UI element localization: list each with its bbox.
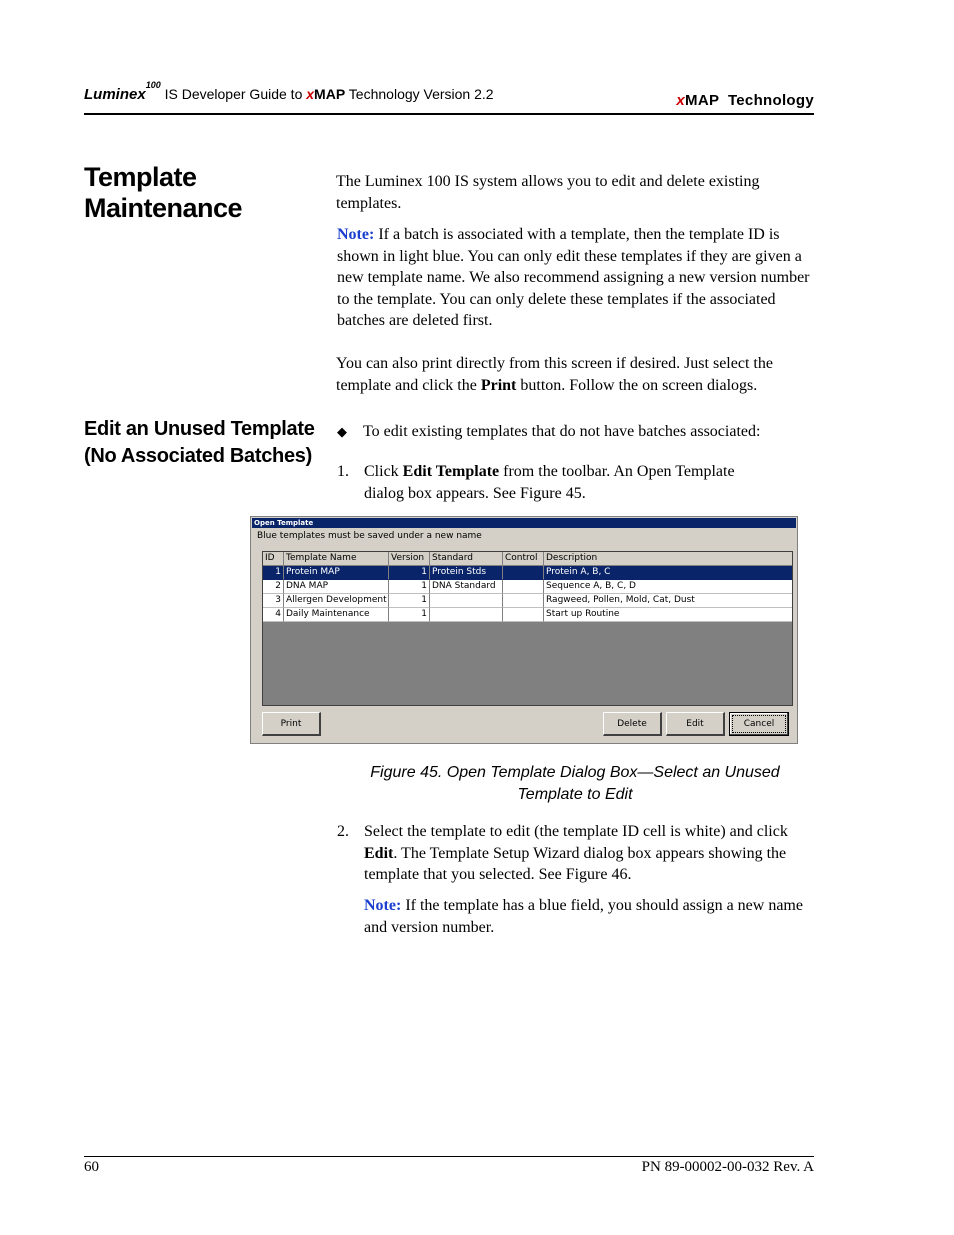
header-rule [84, 113, 814, 115]
column-header-id[interactable]: ID [263, 552, 284, 566]
row-version[interactable]: 1 [389, 594, 430, 608]
step-1-bold: Edit Template [402, 463, 500, 480]
template-grid [262, 551, 793, 706]
print-paragraph [336, 353, 814, 396]
heading-line-1: Template [84, 162, 197, 192]
row-id[interactable]: 4 [263, 608, 284, 622]
row-version[interactable]: 1 [389, 580, 430, 594]
row-name[interactable]: DNA MAP [284, 580, 389, 594]
page-number: 60 [84, 1159, 99, 1175]
step-1-text-b: from the toolbar. An Open Template dialog box appears. See Figure 45. [364, 463, 735, 502]
edit-button[interactable]: Edit [666, 712, 725, 736]
map-text: MAP [314, 86, 346, 102]
table-row[interactable] [263, 608, 792, 622]
row-control[interactable] [503, 608, 544, 622]
guide-text: IS Developer Guide to [160, 86, 307, 102]
row-id[interactable]: 2 [263, 580, 284, 594]
row-standard[interactable] [430, 608, 503, 622]
row-version[interactable]: 1 [389, 566, 430, 580]
intro-paragraph: The Luminex 100 IS system allows you to edit and delete existing templates. [336, 173, 760, 212]
table-row[interactable] [263, 566, 792, 580]
column-header-description[interactable]: Description [544, 552, 792, 566]
print-bold: Print [480, 376, 517, 394]
figure-caption [340, 762, 810, 806]
step-2-bold: Edit [364, 844, 394, 862]
bullet-text: To edit existing templates that do not have batches associated: [363, 423, 761, 440]
row-id[interactable]: 3 [263, 594, 284, 608]
row-description[interactable]: Sequence A, B, C, D [544, 580, 792, 594]
note-2-text: If the template has a blue field, you should assign a new name and version number. [364, 897, 803, 936]
column-header-template-name[interactable]: Template Name [284, 552, 389, 566]
heading2-line-1: Edit an Unused Template [84, 418, 315, 440]
step-1-text [364, 461, 777, 504]
caption-line-1: Figure 45. Open Template Dialog Box—Select an Unused [370, 764, 780, 781]
step-1-text-a: Click [364, 463, 403, 480]
diamond-bullet-icon: ◆ [337, 424, 347, 439]
note-text: If a batch is associated with a template, then the template ID is shown in light blue. You can only edit these templates if they are given a new template name. We also recommend assigning a new version number to the template. You can only delete these templates if the associated batches are deleted first. [337, 226, 810, 329]
heading-line-2: Maintenance [84, 193, 243, 223]
row-control[interactable] [503, 566, 544, 580]
table-row[interactable] [263, 594, 792, 608]
row-id[interactable]: 1 [263, 566, 284, 580]
version-text: Technology Version 2.2 [345, 86, 494, 102]
row-standard[interactable] [430, 594, 503, 608]
row-description[interactable]: Start up Routine [544, 608, 792, 622]
row-name[interactable]: Protein MAP [284, 566, 389, 580]
row-control[interactable] [503, 594, 544, 608]
section-heading-edit-unused [84, 416, 324, 470]
note-2-paragraph [364, 895, 804, 938]
step-2-text-b: . The Template Setup Wizard dialog box appears showing the template that you selected. See Figure 46. [364, 844, 787, 883]
row-standard[interactable]: Protein Stds [430, 566, 503, 580]
row-description[interactable]: Ragweed, Pollen, Mold, Cat, Dust [544, 594, 792, 608]
open-template-dialog [250, 516, 798, 744]
dialog-message: Blue templates must be saved under a new name [257, 531, 482, 541]
note-2-label: Note: [364, 897, 402, 914]
right-x-letter: x [676, 92, 686, 109]
section-heading-template-maintenance [84, 162, 314, 224]
step-1-number: 1. [337, 463, 349, 480]
print-text-b: button. Follow the on screen dialogs. [516, 376, 758, 394]
row-control[interactable] [503, 580, 544, 594]
print-text-a: You can also print directly from this screen if desired. Just select the template and click the [336, 355, 773, 394]
note-label: Note: [337, 226, 375, 243]
table-row[interactable] [263, 580, 792, 594]
column-header-standard[interactable]: Standard [430, 552, 503, 566]
caption-line-2: Template to Edit [517, 786, 633, 803]
right-header-text: MAP Technology [685, 92, 814, 109]
grid-header-row [263, 552, 792, 566]
step-2-number: 2. [337, 823, 349, 840]
header-right [676, 92, 814, 109]
row-name[interactable]: Allergen Development [284, 594, 389, 608]
step-2 [337, 821, 807, 886]
step-2-text [364, 821, 807, 886]
x-letter: x [306, 86, 315, 102]
page-header [84, 80, 814, 114]
row-version[interactable]: 1 [389, 608, 430, 622]
footer-rule [84, 1156, 814, 1157]
row-description[interactable]: Protein A, B, C [544, 566, 792, 580]
dialog-title-bar: Open Template [252, 518, 796, 528]
delete-button[interactable]: Delete [603, 712, 662, 736]
column-header-control[interactable]: Control [503, 552, 544, 566]
header-left [84, 80, 494, 103]
step-1 [337, 461, 777, 504]
column-header-version[interactable]: Version [389, 552, 430, 566]
part-number: PN 89-00002-00-032 Rev. A [641, 1159, 814, 1175]
brand-superscript: 100 [145, 80, 161, 90]
note-paragraph [337, 224, 815, 332]
brand-name: Luminex [84, 86, 146, 103]
step-2-text-a: Select the template to edit (the template ID cell is white) and click [364, 823, 788, 840]
cancel-button[interactable]: Cancel [729, 712, 789, 736]
heading2-line-2: (No Associated Batches) [84, 445, 312, 467]
row-standard[interactable]: DNA Standard [430, 580, 503, 594]
row-name[interactable]: Daily Maintenance [284, 608, 389, 622]
bullet-item [337, 421, 815, 443]
print-button[interactable]: Print [262, 712, 321, 736]
